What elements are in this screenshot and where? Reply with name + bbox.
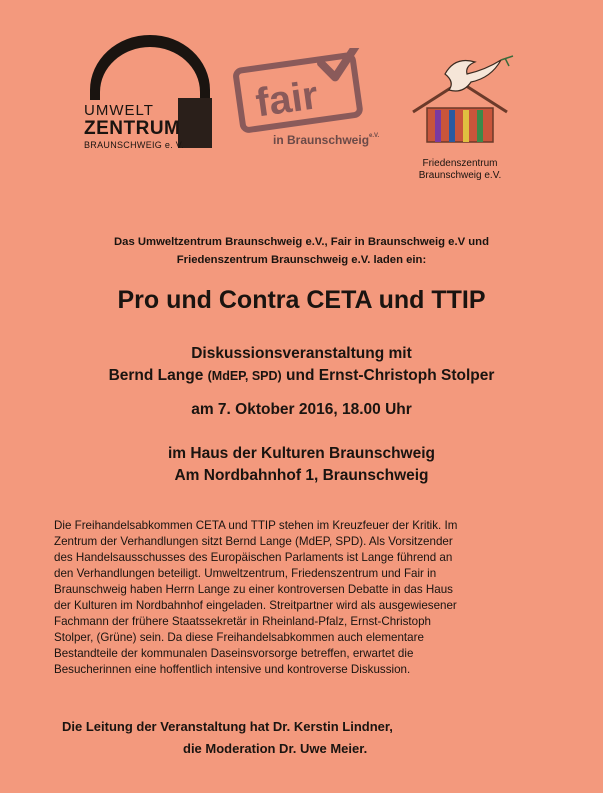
footer-moderation: die Moderation Dr. Uwe Meier. [183, 741, 368, 756]
description-line: Bestandteile der kommunalen Daseinsvorsorge betreffen, erwartet die [54, 647, 414, 660]
zentrum-text: ZENTRUM [84, 118, 181, 139]
fair-sub-text: in Braunschweig [273, 133, 370, 147]
friedenszentrum-city: Braunschweig e.V. [418, 170, 502, 181]
description-line: Die Freihandelsabkommen CETA und TTIP stehen im Kreuzfeuer der Kritik. Im [54, 519, 458, 532]
event-title: Pro und Contra CETA und TTIP [117, 286, 486, 314]
dove-house-icon [405, 52, 515, 147]
description-line: Zentrum der Verhandlungen sitzt Bernd Lange (MdEP, SPD). Als Vorsitzender [54, 535, 453, 548]
subtitle-line-2 [20, 365, 583, 387]
subtitle-line-1: Diskussionsveranstaltung mit [191, 345, 412, 362]
invitation-intro [40, 233, 563, 269]
description-line: Braunschweig haben Herrn Lange zu einer kontroversen Debatte in das Haus [54, 583, 453, 596]
footer-leitung: Die Leitung der Veranstaltung hat Dr. Kerstin Lindner, [62, 719, 393, 734]
description-line: den Verhandlungen beteiligt. Umweltzentrum, Friedenszentrum und Fair in [54, 567, 437, 580]
fair-logo [233, 48, 383, 158]
venue-address: Am Nordbahnhof 1, Braunschweig [174, 467, 429, 484]
event-description [54, 518, 559, 678]
speaker-1-party: (MdEP, SPD) [207, 369, 282, 383]
description-line: Stolper, (Grüne) sein. Da diese Freihandelsabkommen auch elementare [54, 631, 424, 644]
description-line: Besucherinnen eine hoffentlich intensive und kontroverse Diskussion. [54, 663, 411, 676]
event-venue [20, 443, 583, 487]
friedenszentrum-name: Friedenszentrum [422, 158, 498, 169]
fair-sub-suffix: e.V. [369, 133, 380, 139]
speaker-2-text: und Ernst-Christoph Stolper [286, 367, 495, 384]
umwelt-text: UMWELT [84, 102, 154, 119]
description-line: der Kulturen im Nordbahnhof eingeladen. Streitpartner wird als ausgewiesener [54, 599, 457, 612]
fair-stamp-icon [233, 48, 383, 138]
fair-subtitle [273, 133, 379, 147]
venue-name: im Haus der Kulturen Braunschweig [168, 445, 435, 462]
event-subtitle [20, 343, 583, 387]
description-line: des Handelsausschusses des Europäischen Parlaments ist Lange führend an [54, 551, 453, 564]
intro-line-2: Friedenszentrum Braunschweig e.V. laden ein: [176, 254, 427, 266]
umweltzentrum-logo [80, 30, 230, 160]
braunschweig-ev-text: BRAUNSCHWEIG e. V. [84, 140, 185, 150]
description-line: Fachmann der frühere Staatssekretär in Rheinland-Pfalz, Ernst-Christoph [54, 615, 431, 628]
friedenszentrum-logo [405, 52, 515, 187]
speaker-1-name: Bernd Lange [108, 367, 204, 384]
event-date: am 7. Oktober 2016, 18.00 Uhr [191, 401, 412, 418]
intro-line-1: Das Umweltzentrum Braunschweig e.V., Fair in Braunschweig e.V und [114, 236, 489, 248]
fair-word: fair [252, 73, 321, 126]
